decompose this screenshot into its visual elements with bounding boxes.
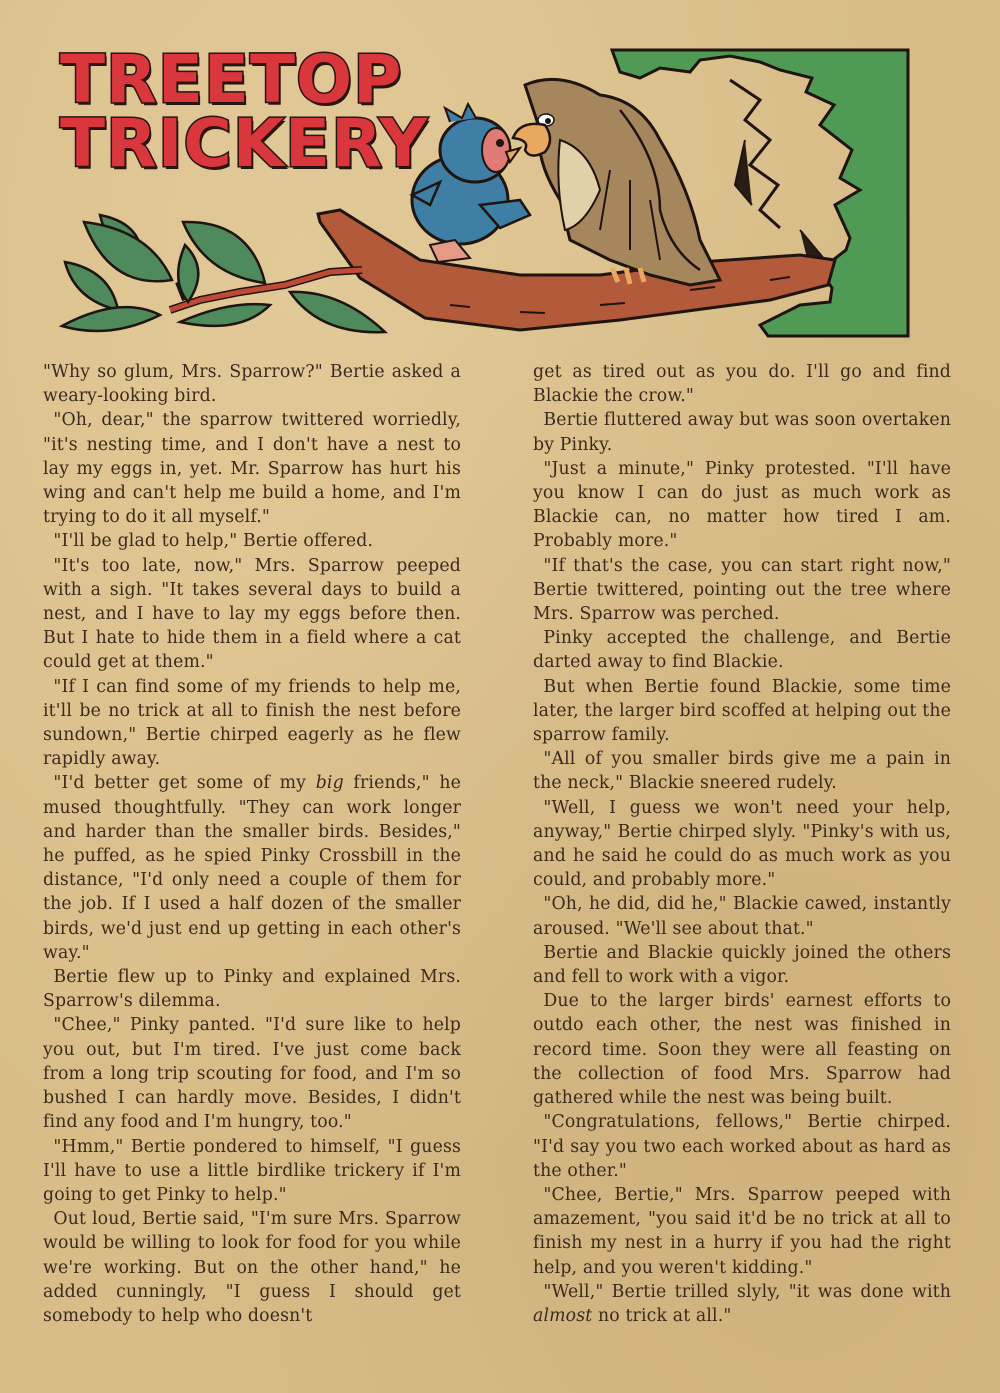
paragraph-text: "I'd better get some of my [53, 773, 316, 794]
paragraph: "Oh, dear," the sparrow twittered worriedly, "it's nesting time, and I don't have a nest to lay my eggs in, yet. Mr. Sparrow has hurt his wing and can't help me build a home, and I'm trying to do it all myself." [43, 410, 461, 528]
paragraph: "Chee," Pinky panted. "I'd sure like to help you out, but I'm tired. I've just come back from a long trip scouting for food, and I'm so bushed I can hardly move. Besides, I didn't find any food and I'm hungry, too." [43, 1015, 461, 1133]
paragraph: "Chee, Bertie," Mrs. Sparrow peeped with amazement, "you said it'd be no trick at all to finish my nest in a hurry if you had the right help, and you weren't kidding." [533, 1184, 951, 1278]
paragraph-text: "Well," Bertie trilled slyly, "it was done with [543, 1281, 951, 1302]
paragraph: "Hmm," Bertie pondered to himself, "I guess I'll have to use a little birdlike trickery if I'm going to get Pinky to help." [43, 1136, 461, 1205]
paragraph: "If that's the case, you can start right now," Bertie twittered, pointing out the tree where Mrs. Sparrow was perched. [533, 555, 951, 625]
story-column-right [533, 360, 951, 1328]
paragraph [533, 1280, 951, 1328]
title-line-2: TRICKERY [60, 105, 429, 182]
paragraph: "Congratulations, fellows," Bertie chirped. "I'd say you two each worked about as hard as the other." [533, 1112, 951, 1181]
paragraph: get as tired out as you do. I'll go and find Blackie the crow." [533, 362, 951, 407]
paragraph-text: friends," he mused thoughtfully. "They can work longer and harder than the smaller birds. Besides," he puffed, as he spied Pinky Crossbill in the distance, "I'd only need a couple of them for the job. If I used a half dozen of the smaller birds, we'd just end up getting in each other's way." [43, 773, 461, 963]
paragraph: Bertie and Blackie quickly joined the others and fell to work with a vigor. [533, 942, 951, 988]
paragraph: Pinky accepted the challenge, and Bertie darted away to find Blackie. [533, 628, 951, 673]
emphasis-text: big [315, 773, 344, 794]
paragraph: "Why so glum, Mrs. Sparrow?" Bertie asked a weary-looking bird. [43, 362, 461, 407]
paragraph [43, 771, 461, 965]
paragraph: "Well, I guess we won't need your help, anyway," Bertie chirped slyly. "Pinky's with us, and he said he could do as much work as you could, and probably more." [533, 797, 951, 891]
paragraph: "Oh, he did, did he," Blackie cawed, instantly aroused. "We'll see about that." [533, 894, 951, 939]
brown-bird-icon [513, 79, 720, 285]
paragraph: Bertie flew up to Pinky and explained Mrs. Sparrow's dilemma. [43, 967, 461, 1012]
emphasis-text: almost [533, 1305, 593, 1326]
paragraph: "Just a minute," Pinky protested. "I'll have you know I can do just as much work as Blackie can, no matter how tired I am. Probably more." [533, 458, 951, 552]
paragraph: Due to the larger birds' earnest efforts to outdo each other, the nest was finished in record time. Soon they were all feasting on the collection of food Mrs. Sparrow had gathered while the nest was being built. [533, 991, 951, 1109]
story-title [60, 41, 429, 182]
paragraph: "I'll be glad to help," Bertie offered. [53, 531, 374, 552]
paragraph: Bertie fluttered away but was soon overtaken by Pinky. [533, 410, 951, 455]
paragraph: "All of you smaller birds give me a pain in the neck," Blackie sneered rudely. [533, 749, 951, 794]
paragraph: But when Bertie found Blackie, some time later, the larger bird scoffed at helping out the sparrow family. [533, 676, 951, 746]
paragraph: "It's too late, now," Mrs. Sparrow peeped with a sigh. "It takes several days to build a nest, and I have to lay my eggs before then. But I hate to hide them in a field where a cat could get at them." [43, 555, 461, 673]
paragraph: "If I can find some of my friends to help me, it'll be no trick at all to finish the nest before sundown," Bertie chirped eagerly as he flew rapidly away. [43, 676, 461, 770]
story-column-left [43, 360, 461, 1328]
blue-bird-bertie-icon [412, 104, 530, 262]
paragraph-text: no trick at all." [592, 1305, 732, 1326]
title-line-1: TREETOP [60, 41, 403, 118]
paragraph: Out loud, Bertie said, "I'm sure Mrs. Sparrow would be willing to look for food for you while we're working. But on the other hand," he added cunningly, "I guess I should get somebody to help who doesn't [43, 1209, 461, 1326]
